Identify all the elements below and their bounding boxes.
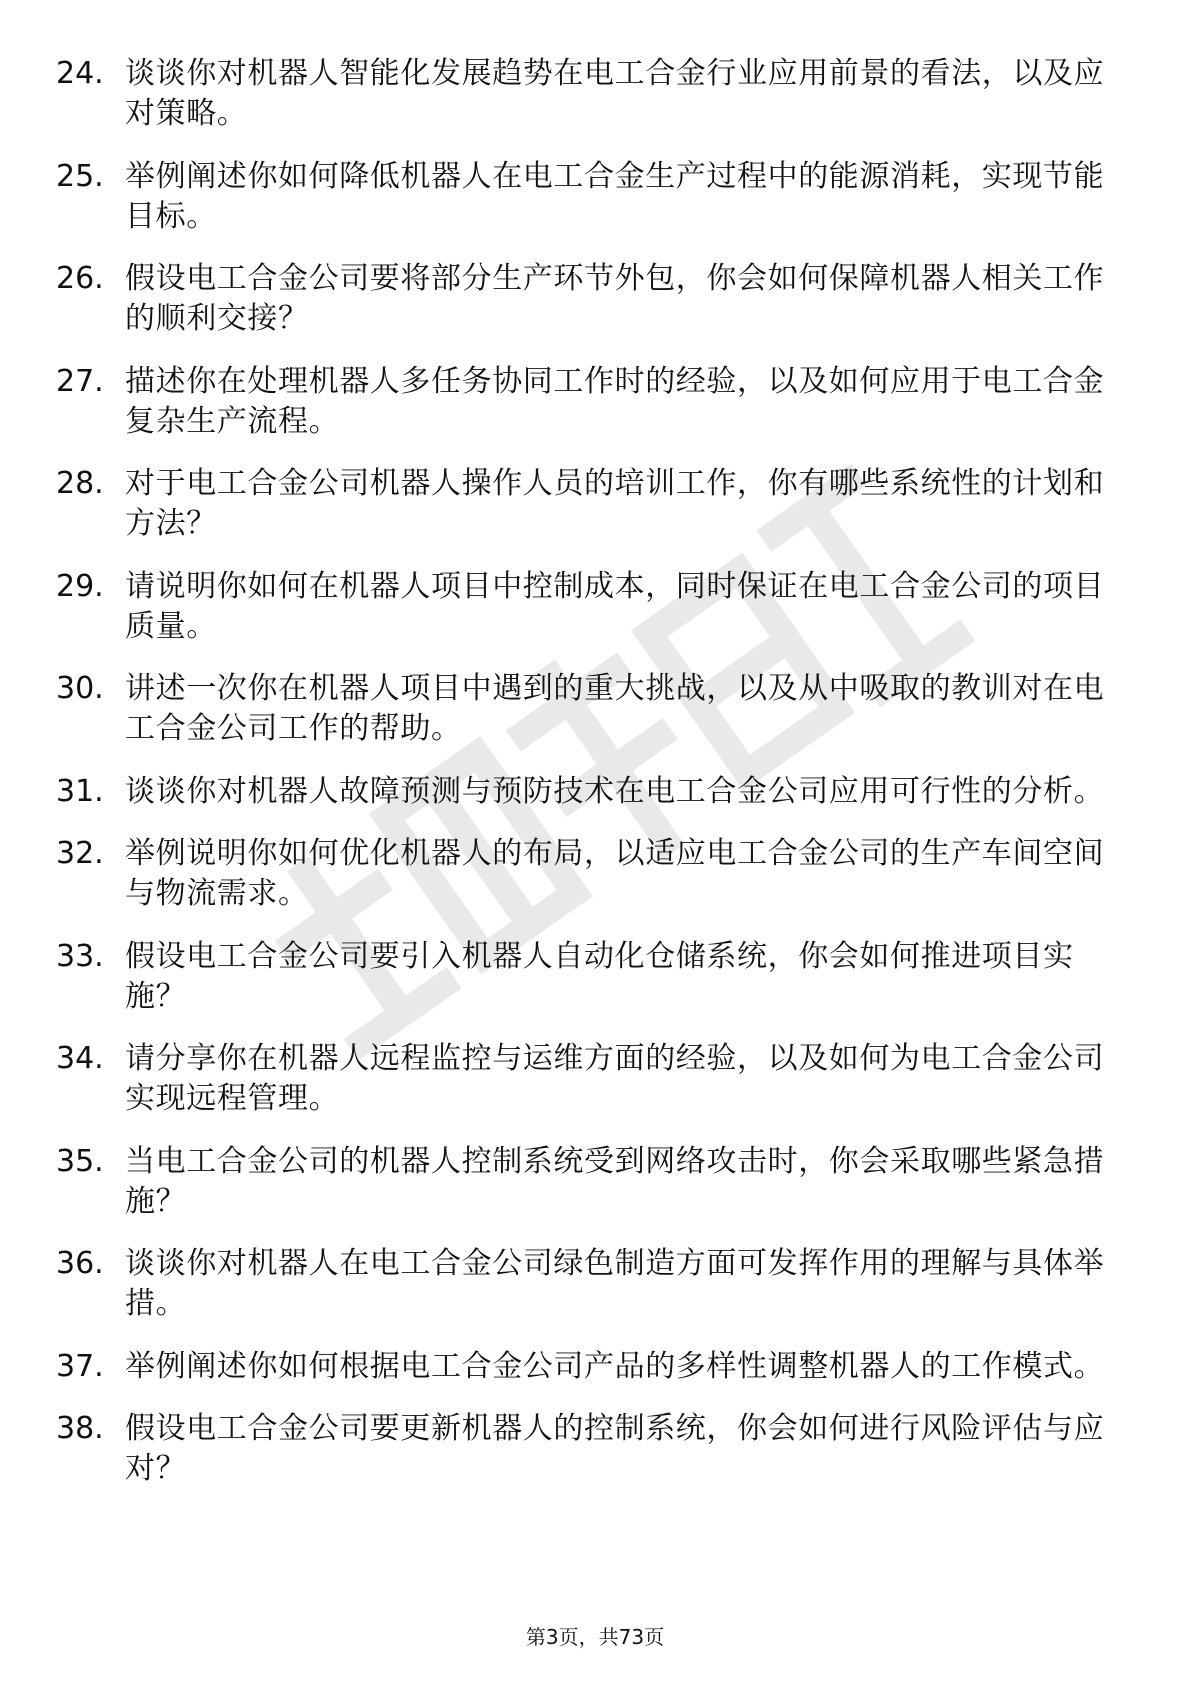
question-text: 对于电工合金公司机器人操作人员的培训工作，你有哪些系统性的计划和方法？ [125, 466, 1105, 541]
question-number: 37. [56, 1348, 104, 1384]
question-text: 举例阐述你如何根据电工合金公司产品的多样性调整机器人的工作模式。 [125, 1348, 1105, 1384]
question-item [56, 937, 1116, 1017]
question-text: 当电工合金公司的机器人控制系统受到网络攻击时，你会采取哪些紧急措施？ [125, 1143, 1105, 1219]
question-text: 假设电工合金公司要更新机器人的控制系统，你会如何进行风险评估与应对？ [125, 1411, 1105, 1486]
question-number: 32. [56, 836, 104, 871]
question-text: 谈谈你对机器人智能化发展趋势在电工合金行业应用前景的看法，以及应对策略。 [125, 56, 1105, 131]
question-number: 35. [56, 1143, 104, 1179]
question-number: 30. [56, 671, 104, 706]
question-item [56, 834, 1116, 914]
question-item [56, 464, 1116, 544]
question-text: 假设电工合金公司要引入机器人自动化仓储系统，你会如何推进项目实施？ [125, 938, 1074, 1014]
question-number: 38. [56, 1411, 104, 1446]
question-item [56, 1142, 1116, 1222]
question-number: 33. [56, 938, 104, 974]
question-number: 28. [56, 466, 104, 501]
question-number: 36. [56, 1246, 104, 1281]
question-text: 请说明你如何在机器人项目中控制成本，同时保证在电工合金公司的项目质量。 [125, 568, 1105, 644]
question-item [56, 1347, 1116, 1387]
question-text: 描述你在处理机器人多任务协同工作时的经验，以及如何应用于电工合金复杂生产流程。 [125, 363, 1105, 439]
question-text: 假设电工合金公司要将部分生产环节外包，你会如何保障机器人相关工作的顺利交接？ [125, 261, 1105, 336]
question-item [56, 567, 1116, 647]
question-item [56, 1039, 1116, 1119]
question-text: 举例阐述你如何降低机器人在电工合金生产过程中的能源消耗，实现节能目标。 [125, 158, 1105, 234]
question-text: 谈谈你对机器人故障预测与预防技术在电工合金公司应用可行性的分析。 [125, 773, 1105, 809]
question-text: 请分享你在机器人远程监控与运维方面的经验，以及如何为电工合金公司实现远程管理。 [125, 1041, 1105, 1116]
question-number: 29. [56, 568, 104, 604]
page-number-footer: 第3页，共73页 [525, 1625, 665, 1649]
question-item [56, 259, 1116, 339]
question-item [56, 362, 1116, 442]
question-number: 34. [56, 1041, 104, 1076]
question-item [56, 157, 1116, 237]
question-item [56, 772, 1116, 812]
question-list [56, 54, 1116, 1512]
question-number: 26. [56, 261, 104, 296]
question-item [56, 1409, 1116, 1489]
question-item [56, 669, 1116, 749]
question-number: 27. [56, 363, 104, 399]
question-number: 24. [56, 56, 104, 91]
question-item [56, 54, 1116, 134]
question-number: 31. [56, 773, 104, 809]
question-item [56, 1244, 1116, 1324]
question-text: 举例说明你如何优化机器人的布局，以适应电工合金公司的生产车间空间与物流需求。 [125, 836, 1105, 911]
question-text: 讲述一次你在机器人项目中遇到的重大挑战，以及从中吸取的教训对在电工合金公司工作的帮助。 [125, 671, 1105, 746]
question-number: 25. [56, 158, 104, 194]
question-text: 谈谈你对机器人在电工合金公司绿色制造方面可发挥作用的理解与具体举措。 [125, 1246, 1105, 1321]
